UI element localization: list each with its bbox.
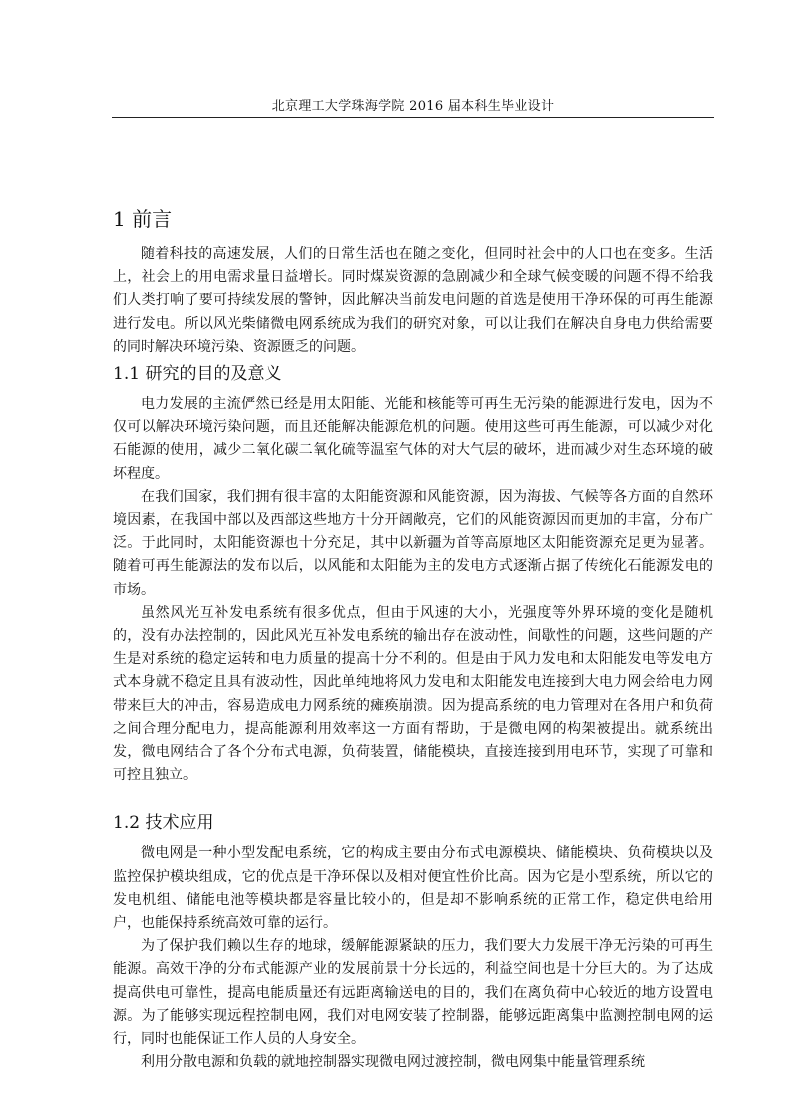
section-heading-preface: 1 前言 <box>113 207 173 231</box>
subsection-heading-purpose: 1.1 研究的目的及意义 <box>113 364 282 385</box>
paragraph: 为了保护我们赖以生存的地球，缓解能源紧缺的压力，我们要大力发展干净无污染的可再生能源。高效干净的分布式能源产业的发展前景十分长远的，利益空间也是十分巨大的。为了达成提高供电可靠性，提高电能质量还有远距离输送电的目的，我们在离负荷中心较近的地方设置电源。为了能够实现远程控制电网，我们对电网安装了控制器，能够远距离集中监测控制电网的运行，同时也能保证工作人员的人身安全。 <box>113 938 713 1048</box>
body-content <box>113 200 713 1075</box>
paragraph: 虽然风光互补发电系统有很多优点，但由于风速的大小，光强度等外界环境的变化是随机的，没有办法控制的，因此风光互补发电系统的输出存在波动性，间歇性的问题，这些问题的产生是对系统的稳定运转和电力质量的提高十分不利的。但是由于风力发电和太阳能发电等发电方式本身就不稳定且具有波动性，因此单纯地将风力发电和太阳能发电连接到大电力网会给电力网带来巨大的冲击，容易造成电力网系统的瘫痪崩溃。因为提高系统的电力管理对在各用户和负荷之间合理分配电力，提高能源利用效率这一方面有帮助，于是微电网的构架被提出。就系统出发，微电网结合了各个分布式电源，负荷装置，储能模块，直接连接到用电环节，实现了可靠和可控且独立。 <box>113 604 713 784</box>
paragraph: 在我们国家，我们拥有很丰富的太阳能资源和风能资源，因为海拔、气候等各方面的自然环境因素，在我国中部以及西部这些地方十分开阔敞亮，它们的风能资源因而更加的丰富，分布广泛。于此同时，太阳能资源也十分充足，其中以新疆为首等高原地区太阳能资源充足更为显著。随着可再生能源法的发布以后，以风能和太阳能为主的发电方式逐渐占据了传统化石能源发电的市场。 <box>113 488 713 598</box>
paragraph: 微电网是一种小型发配电系统，它的构成主要由分布式电源模块、储能模块、负荷模块以及监控保护模块组成，它的优点是干净环保以及相对便宜性价比高。因为它是小型系统，所以它的发电机组、储能电池等模块都是容量比较小的，但是却不影响系统的正常工作，稳定供电给用户，也能保持系统高效可靠的运行。 <box>113 845 713 932</box>
subsection-heading-applications: 1.2 技术应用 <box>113 813 214 834</box>
paragraph: 电力发展的主流俨然已经是用太阳能、光能和核能等可再生无污染的能源进行发电，因为不仅可以解决环境污染问题，而且还能解决能源危机的问题。使用这些可再生能源，可以减少对化石能源的使用，减少二氧化碳二氧化硫等温室气体的对大气层的破坏，进而减少对生态环境的破坏程度。 <box>113 396 713 482</box>
paragraph: 利用分散电源和负载的就地控制器实现微电网过渡控制，微电网集中能量管理系统 <box>141 1054 645 1071</box>
paragraph: 随着科技的高速发展，人们的日常生活也在随之变化，但同时社会中的人口也在变多。生活上，社会上的用电需求量日益增长。同时煤炭资源的急剧减少和全球气候变暖的问题不得不给我们人类打响了要可持续发展的警钟，因此解决当前发电问题的首选是使用干净环保的可再生能源进行发电。所以风光柴储微电网系统成为我们的研究对象，可以让我们在解决自身电力供给需要的同时解决环境污染、资源匮乏的问题。 <box>113 246 713 355</box>
header-divider <box>112 117 714 118</box>
running-header: 北京理工大学珠海学院 2016 届本科生毕业设计 <box>271 99 555 114</box>
